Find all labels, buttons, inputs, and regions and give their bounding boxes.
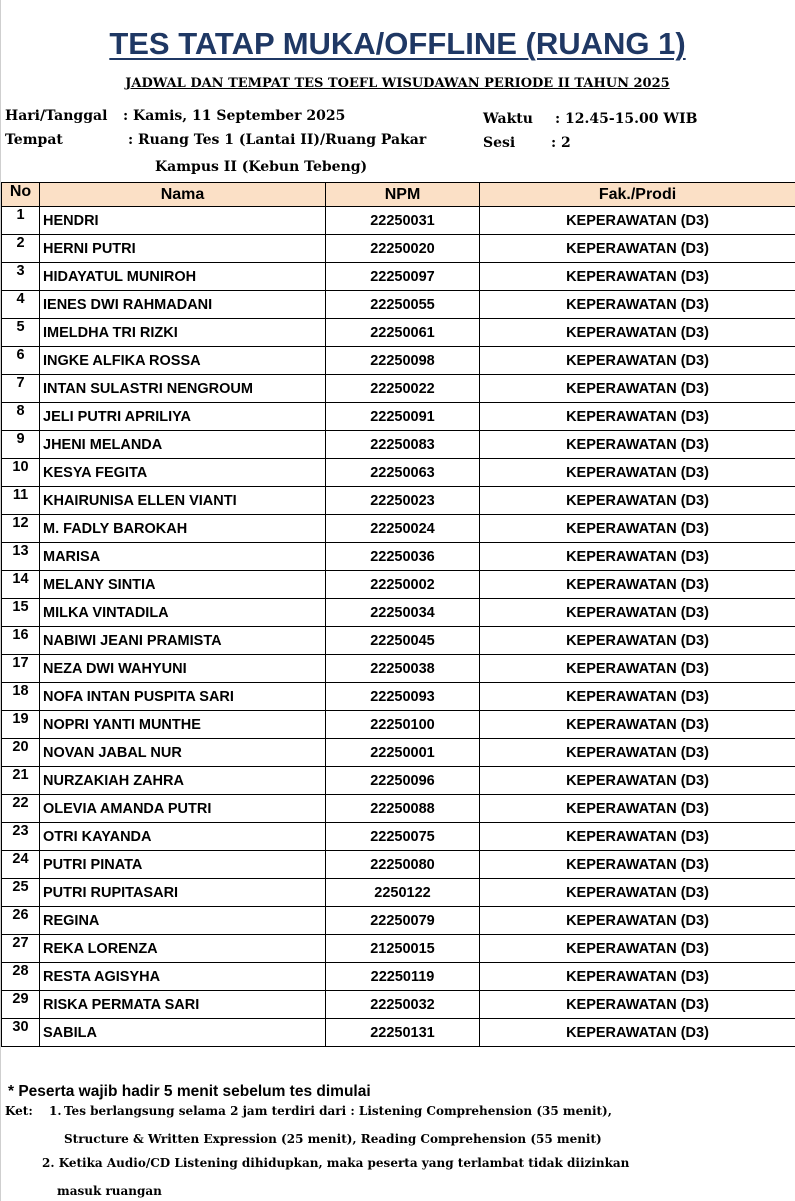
table-row: [2, 1019, 795, 1047]
table-row: [2, 907, 795, 935]
attendance-note: * Peserta wajib hadir 5 menit sebelum tes dimulai: [8, 1083, 371, 1100]
participant-npm: 22250093: [326, 683, 480, 711]
participant-name: NOPRI YANTI MUNTHE: [40, 711, 326, 739]
table-row: [2, 823, 795, 851]
ket-item1-text: Tes berlangsung selama 2 jam terdiri dari : Listening Comprehension (35 menit),: [64, 1104, 612, 1118]
participant-prodi: KEPERAWATAN (D3): [480, 1019, 795, 1047]
header-prodi: Fak./Prodi: [480, 183, 795, 207]
row-number: 10: [2, 459, 40, 487]
participant-prodi: KEPERAWATAN (D3): [480, 823, 795, 851]
participant-npm: 22250055: [326, 291, 480, 319]
header-npm: NPM: [326, 183, 480, 207]
table-row: [2, 375, 795, 403]
participant-name: SABILA: [40, 1019, 326, 1047]
participant-name: INTAN SULASTRI NENGROUM: [40, 375, 326, 403]
participant-npm: 2250122: [326, 879, 480, 907]
participant-name: NOVAN JABAL NUR: [40, 739, 326, 767]
participant-prodi: KEPERAWATAN (D3): [480, 935, 795, 963]
participant-name: KESYA FEGITA: [40, 459, 326, 487]
table-body: [2, 207, 795, 1047]
table-row: [2, 935, 795, 963]
table-row: [2, 319, 795, 347]
row-number: 28: [2, 963, 40, 991]
participant-npm: 22250022: [326, 375, 480, 403]
table-row: [2, 655, 795, 683]
participant-name: MILKA VINTADILA: [40, 599, 326, 627]
table-row: [2, 403, 795, 431]
participant-name: PUTRI PINATA: [40, 851, 326, 879]
table-row: [2, 487, 795, 515]
participant-npm: 22250045: [326, 627, 480, 655]
participant-prodi: KEPERAWATAN (D3): [480, 991, 795, 1019]
row-number: 16: [2, 627, 40, 655]
participant-name: MARISA: [40, 543, 326, 571]
participant-prodi: KEPERAWATAN (D3): [480, 431, 795, 459]
participant-prodi: KEPERAWATAN (D3): [480, 879, 795, 907]
participant-npm: 22250079: [326, 907, 480, 935]
tempat-value-cont: Kampus II (Kebun Tebeng): [155, 159, 368, 175]
row-number: 7: [2, 375, 40, 403]
participant-npm: 22250031: [326, 207, 480, 235]
ket-item2-text: 2. Ketika Audio/CD Listening dihidupkan, maka peserta yang terlambat tidak diizinkan: [42, 1156, 630, 1170]
row-number: 29: [2, 991, 40, 1019]
row-number: 22: [2, 795, 40, 823]
table-row: [2, 235, 795, 263]
row-number: 3: [2, 263, 40, 291]
table-header-row: [2, 183, 795, 207]
participant-npm: 21250015: [326, 935, 480, 963]
participant-name: HIDAYATUL MUNIROH: [40, 263, 326, 291]
participant-name: JHENI MELANDA: [40, 431, 326, 459]
table-row: [2, 263, 795, 291]
ket-label: Ket:: [5, 1104, 33, 1118]
page-subtitle: JADWAL DAN TEMPAT TES TOEFL WISUDAWAN PERIODE II TAHUN 2025: [125, 76, 670, 91]
ket-item1-text-cont: Structure & Written Expression (25 menit), Reading Comprehension (55 menit): [64, 1132, 602, 1146]
participant-npm: 22250088: [326, 795, 480, 823]
table-row: [2, 347, 795, 375]
row-number: 5: [2, 319, 40, 347]
table-row: [2, 851, 795, 879]
row-number: 24: [2, 851, 40, 879]
participant-prodi: KEPERAWATAN (D3): [480, 207, 795, 235]
participant-name: KHAIRUNISA ELLEN VIANTI: [40, 487, 326, 515]
participant-prodi: KEPERAWATAN (D3): [480, 263, 795, 291]
participant-npm: 22250098: [326, 347, 480, 375]
table-row: [2, 459, 795, 487]
participant-name: RESTA AGISYHA: [40, 963, 326, 991]
table-row: [2, 963, 795, 991]
row-number: 25: [2, 879, 40, 907]
participant-prodi: KEPERAWATAN (D3): [480, 291, 795, 319]
participant-npm: 22250001: [326, 739, 480, 767]
participant-npm: 22250020: [326, 235, 480, 263]
participant-name: IMELDHA TRI RIZKI: [40, 319, 326, 347]
participant-name: HERNI PUTRI: [40, 235, 326, 263]
row-number: 8: [2, 403, 40, 431]
tempat-value: : Ruang Tes 1 (Lantai II)/Ruang Pakar: [128, 132, 427, 148]
row-number: 6: [2, 347, 40, 375]
participant-name: MELANY SINTIA: [40, 571, 326, 599]
hari-label: Hari/Tanggal: [5, 108, 108, 124]
participant-npm: 22250002: [326, 571, 480, 599]
table-row: [2, 767, 795, 795]
participant-prodi: KEPERAWATAN (D3): [480, 347, 795, 375]
participant-name: HENDRI: [40, 207, 326, 235]
participant-name: INGKE ALFIKA ROSSA: [40, 347, 326, 375]
row-number: 27: [2, 935, 40, 963]
participant-prodi: KEPERAWATAN (D3): [480, 767, 795, 795]
waktu-label: Waktu: [483, 111, 533, 127]
table-row: [2, 431, 795, 459]
table-row: [2, 627, 795, 655]
row-number: 30: [2, 1019, 40, 1047]
participant-npm: 22250061: [326, 319, 480, 347]
table-row: [2, 739, 795, 767]
participant-name: NABIWI JEANI PRAMISTA: [40, 627, 326, 655]
participant-npm: 22250100: [326, 711, 480, 739]
row-number: 19: [2, 711, 40, 739]
participant-name: JELI PUTRI APRILIYA: [40, 403, 326, 431]
participant-prodi: KEPERAWATAN (D3): [480, 739, 795, 767]
participant-name: IENES DWI RAHMADANI: [40, 291, 326, 319]
table-row: [2, 711, 795, 739]
participant-prodi: KEPERAWATAN (D3): [480, 655, 795, 683]
table-row: [2, 543, 795, 571]
row-number: 11: [2, 487, 40, 515]
row-number: 14: [2, 571, 40, 599]
participant-name: NOFA INTAN PUSPITA SARI: [40, 683, 326, 711]
participant-prodi: KEPERAWATAN (D3): [480, 627, 795, 655]
waktu-value: : 12.45-15.00 WIB: [555, 111, 698, 127]
participant-prodi: KEPERAWATAN (D3): [480, 487, 795, 515]
participant-prodi: KEPERAWATAN (D3): [480, 571, 795, 599]
participant-prodi: KEPERAWATAN (D3): [480, 459, 795, 487]
participant-npm: 22250097: [326, 263, 480, 291]
participant-npm: 22250131: [326, 1019, 480, 1047]
page-title: TES TATAP MUKA/OFFLINE (RUANG 1): [109, 26, 686, 61]
participant-name: OTRI KAYANDA: [40, 823, 326, 851]
row-number: 13: [2, 543, 40, 571]
participant-prodi: KEPERAWATAN (D3): [480, 851, 795, 879]
participant-name: REGINA: [40, 907, 326, 935]
participant-npm: 22250034: [326, 599, 480, 627]
participant-name: NURZAKIAH ZAHRA: [40, 767, 326, 795]
participant-name: PUTRI RUPITASARI: [40, 879, 326, 907]
header-nama: Nama: [40, 183, 326, 207]
table-row: [2, 207, 795, 235]
row-number: 4: [2, 291, 40, 319]
participant-prodi: KEPERAWATAN (D3): [480, 599, 795, 627]
row-number: 2: [2, 235, 40, 263]
participant-prodi: KEPERAWATAN (D3): [480, 963, 795, 991]
row-number: 23: [2, 823, 40, 851]
participant-name: RISKA PERMATA SARI: [40, 991, 326, 1019]
participant-name: M. FADLY BAROKAH: [40, 515, 326, 543]
sesi-value: : 2: [551, 135, 571, 151]
participant-npm: 22250075: [326, 823, 480, 851]
header-no: No: [2, 183, 40, 207]
participant-name: OLEVIA AMANDA PUTRI: [40, 795, 326, 823]
participant-prodi: KEPERAWATAN (D3): [480, 711, 795, 739]
row-number: 15: [2, 599, 40, 627]
table-row: [2, 795, 795, 823]
ket-item1-number: 1.: [49, 1104, 62, 1118]
table-row: [2, 991, 795, 1019]
participant-npm: 22250032: [326, 991, 480, 1019]
table-row: [2, 515, 795, 543]
table-row: [2, 291, 795, 319]
participant-name: NEZA DWI WAHYUNI: [40, 655, 326, 683]
participant-prodi: KEPERAWATAN (D3): [480, 319, 795, 347]
row-number: 1: [2, 207, 40, 235]
participant-prodi: KEPERAWATAN (D3): [480, 235, 795, 263]
row-number: 21: [2, 767, 40, 795]
participant-prodi: KEPERAWATAN (D3): [480, 907, 795, 935]
participant-npm: 22250024: [326, 515, 480, 543]
row-number: 12: [2, 515, 40, 543]
participant-prodi: KEPERAWATAN (D3): [480, 375, 795, 403]
row-number: 9: [2, 431, 40, 459]
row-number: 17: [2, 655, 40, 683]
participant-table: [1, 182, 795, 1047]
row-number: 20: [2, 739, 40, 767]
participant-npm: 22250038: [326, 655, 480, 683]
participant-prodi: KEPERAWATAN (D3): [480, 403, 795, 431]
participant-npm: 22250023: [326, 487, 480, 515]
table-row: [2, 599, 795, 627]
participant-prodi: KEPERAWATAN (D3): [480, 515, 795, 543]
hari-value: : Kamis, 11 September 2025: [123, 108, 346, 124]
row-number: 18: [2, 683, 40, 711]
participant-npm: 22250080: [326, 851, 480, 879]
table-row: [2, 879, 795, 907]
table-row: [2, 683, 795, 711]
participant-npm: 22250063: [326, 459, 480, 487]
table-row: [2, 571, 795, 599]
row-number: 26: [2, 907, 40, 935]
participant-name: REKA LORENZA: [40, 935, 326, 963]
participant-npm: 22250036: [326, 543, 480, 571]
participant-npm: 22250096: [326, 767, 480, 795]
participant-npm: 22250091: [326, 403, 480, 431]
participant-npm: 22250119: [326, 963, 480, 991]
tempat-label: Tempat: [5, 132, 63, 148]
sesi-label: Sesi: [483, 135, 516, 151]
participant-npm: 22250083: [326, 431, 480, 459]
participant-prodi: KEPERAWATAN (D3): [480, 795, 795, 823]
participant-prodi: KEPERAWATAN (D3): [480, 543, 795, 571]
participant-prodi: KEPERAWATAN (D3): [480, 683, 795, 711]
ket-item2-text-cont: masuk ruangan: [57, 1184, 162, 1198]
